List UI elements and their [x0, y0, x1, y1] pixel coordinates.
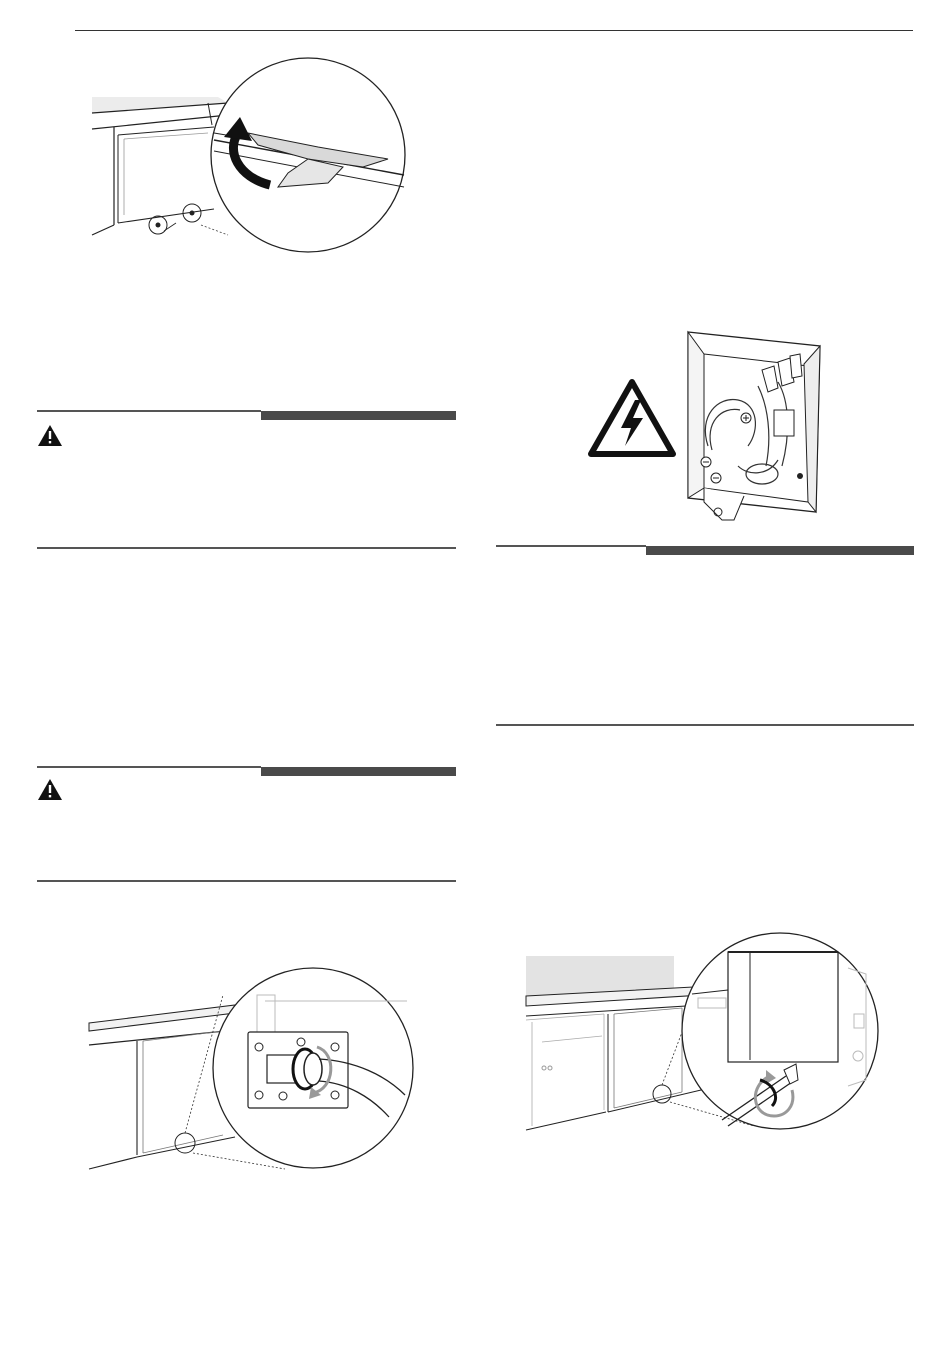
- section-divider: [37, 547, 456, 549]
- warning-section-rule: [37, 766, 261, 768]
- warning-triangle-icon: [37, 778, 63, 801]
- warning-section-rule: [37, 410, 261, 412]
- warning-triangle-icon: [37, 424, 63, 447]
- section-divider: [496, 724, 914, 726]
- electrical-shock-hazard-icon: [587, 378, 677, 458]
- leveling-leg-illustration: [522, 930, 882, 1135]
- seal-removal-illustration: [88, 55, 418, 260]
- section-bar: [646, 546, 914, 555]
- junction-box-illustration: [678, 326, 828, 526]
- header-rule: [75, 30, 913, 31]
- water-connection-illustration: [85, 965, 415, 1180]
- section-divider: [37, 880, 456, 882]
- section-rule: [496, 545, 646, 547]
- warning-section-bar: [261, 767, 456, 776]
- warning-section-bar: [261, 411, 456, 420]
